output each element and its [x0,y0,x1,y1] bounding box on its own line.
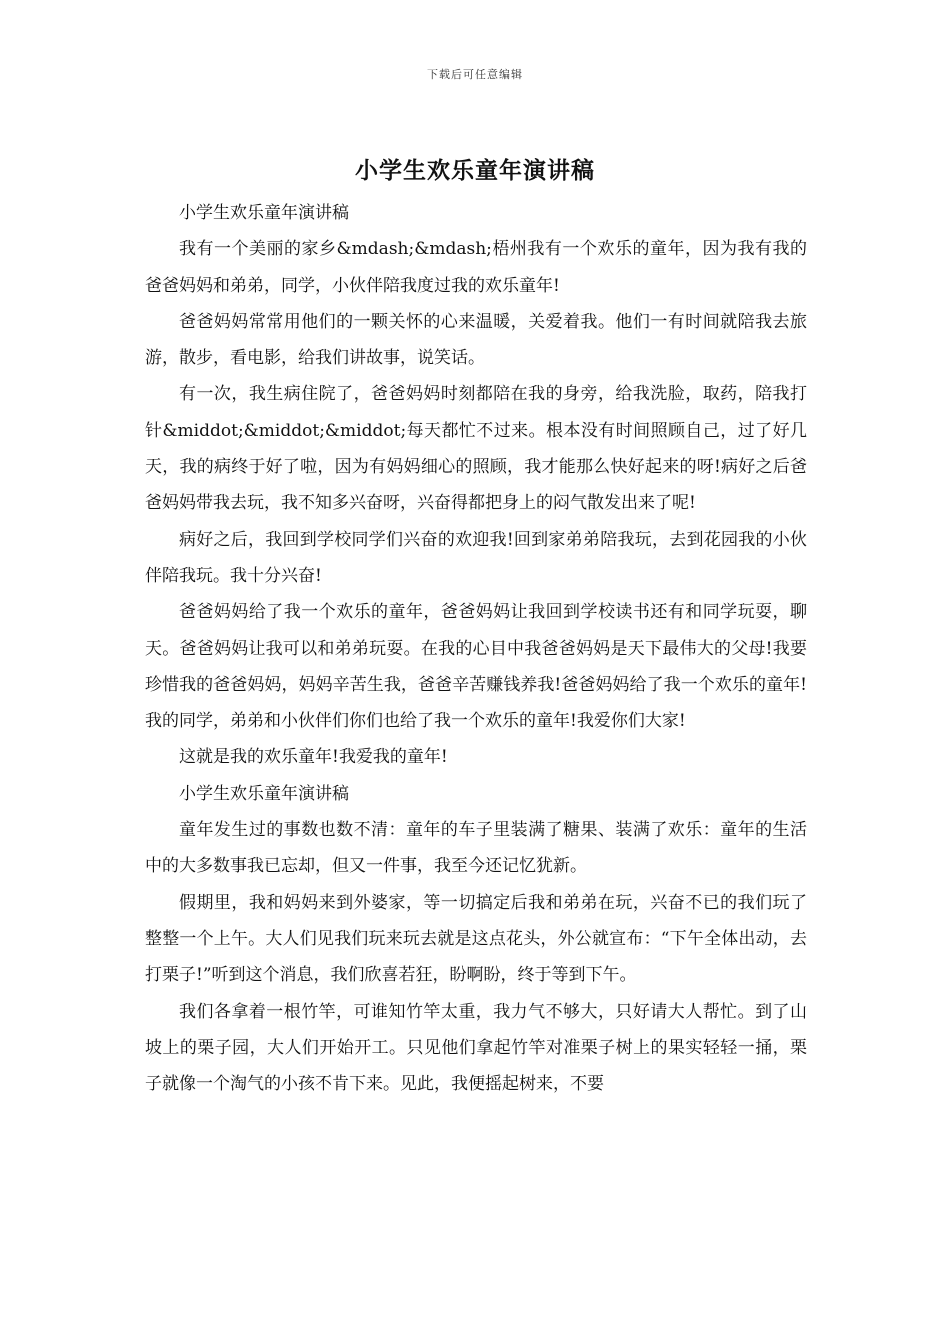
paragraph: 有一次，我生病住院了，爸爸妈妈时刻都陪在我的身旁，给我洗脸，取药，陪我打针&middot;&middot;&middot;每天都忙不过来。根本没有时间照顾自己，过了好几天，我的病终于好了啦，因为有妈妈细心的照顾，我才能那么快好起来的呀!病好之后爸爸妈妈带我去玩，我不知多兴奋呀，兴奋得都把身上的闷气散发出来了呢! [145,384,807,514]
paragraph: 小学生欢乐童年演讲稿 [179,203,349,223]
paragraph: 爸爸妈妈常常用他们的一颗关怀的心来温暖，关爱着我。他们一有时间就陪我去旅游，散步，看电影，给我们讲故事，说笑话。 [145,311,807,369]
paragraph: 爸爸妈妈给了我一个欢乐的童年，爸爸妈妈让我回到学校读书还有和同学玩耍，聊天。爸爸妈妈让我可以和弟弟玩耍。在我的心目中我爸爸妈妈是天下最伟大的父母!我要珍惜我的爸爸妈妈，妈妈辛苦生我，爸爸辛苦赚钱养我!爸爸妈妈给了我一个欢乐的童年!我的同学，弟弟和小伙伴们你们也给了我一个欢乐的童年!我爱你们大家! [145,602,807,732]
paragraph: 我有一个美丽的家乡&mdash;&mdash;梧州我有一个欢乐的童年，因为我有我的爸爸妈妈和弟弟，同学，小伙伴陪我度过我的欢乐童年! [145,239,807,296]
paragraph: 这就是我的欢乐童年!我爱我的童年! [179,747,448,768]
document-title: 小学生欢乐童年演讲稿 [355,157,595,184]
paragraph: 童年发生过的事数也数不清：童年的车子里装满了糖果、装满了欢乐：童年的生活中的大多数事我已忘却，但又一件事，我至今还记忆犹新。 [145,820,807,877]
paragraph: 我们各拿着一根竹竿，可谁知竹竿太重，我力气不够大，只好请大人帮忙。到了山坡上的栗子园，大人们开始开工。只见他们拿起竹竿对准栗子树上的果实轻轻一捅，栗子就像一个淘气的小孩不肯下来。见此，我便摇起树来，不要 [145,1001,807,1095]
paragraph: 假期里，我和妈妈来到外婆家，等一切搞定后我和弟弟在玩，兴奋不已的我们玩了整整一个上午。大人们见我们玩来玩去就是这点花头，外公就宣布：“下午全体出动，去打栗子!”听到这个消息，我们欣喜若狂，盼啊盼，终于等到下午。 [145,892,807,986]
paragraph: 病好之后，我回到学校同学们兴奋的欢迎我!回到家弟弟陪我玩，去到花园我的小伙伴陪我玩。我十分兴奋! [145,529,807,586]
paragraph: 小学生欢乐童年演讲稿 [179,783,349,804]
header-note: 下载后可任意编辑 [427,68,523,81]
document-body [145,195,807,1102]
